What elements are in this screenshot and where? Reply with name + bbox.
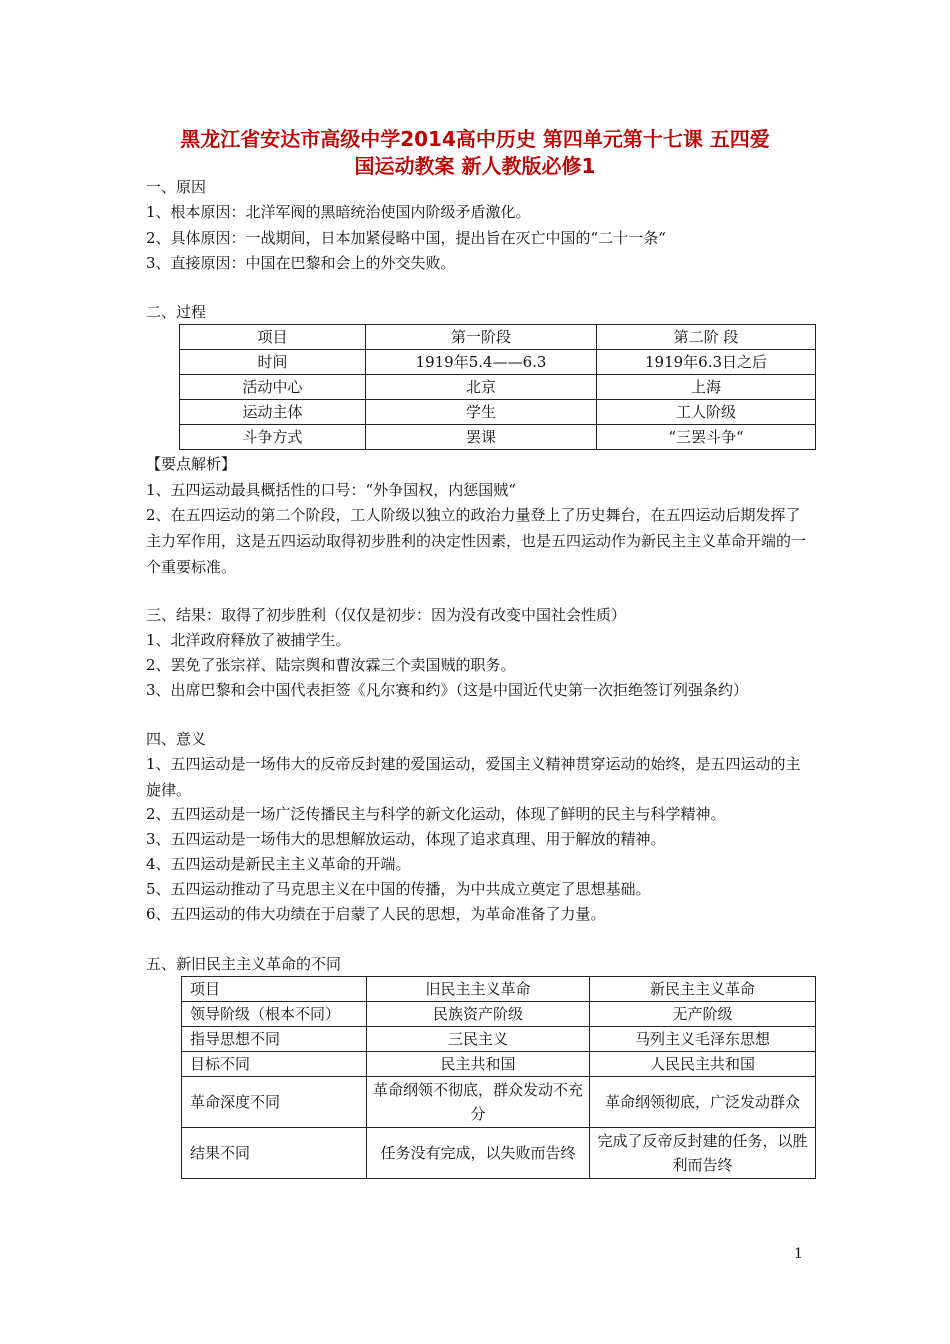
result-item: 3、出席巴黎和会中国代表拒签《凡尔赛和约》（这是中国近代史第一次拒绝签订列强条约） [146, 681, 749, 699]
result-item: 1、北洋政府释放了被捕学生。 [146, 631, 351, 649]
table-cell: 1919年6.3日之后 [597, 350, 816, 375]
table-row [180, 425, 816, 450]
table-cell: 新民主主义革命 [590, 977, 816, 1002]
section-heading-causes: 一、原因 [146, 178, 207, 196]
table-cell: 革命纲领彻底，广泛发动群众 [590, 1077, 816, 1128]
cause-item: 3、直接原因：中国在巴黎和会上的外交失败。 [146, 254, 456, 272]
result-item: 2、罢免了张宗祥、陆宗舆和曹汝霖三个卖国贼的职务。 [146, 656, 516, 674]
table-cell: 任务没有完成，以失败而告终 [367, 1128, 590, 1179]
analysis-item: 2、在五四运动的第二个阶段，工人阶级以独立的政治力量登上了历史舞台，在五四运动后期发挥了主力军作用，这是五四运动取得初步胜利的决定性因素，也是五四运动作为新民主主义革命开端的一个重要标准。 [146, 506, 807, 576]
analysis-item: 1、五四运动最具概括性的口号：“外争国权，内惩国贼“ [146, 481, 516, 499]
table-cell: “三罢斗争“ [597, 425, 816, 450]
table-row [180, 400, 816, 425]
table-cell: 罢课 [366, 425, 597, 450]
table-cell: 无产阶级 [590, 1002, 816, 1027]
table-cell: 工人阶级 [597, 400, 816, 425]
table-cell: 目标不同 [182, 1052, 367, 1077]
table-row [182, 1128, 816, 1179]
table-row [182, 1027, 816, 1052]
process-table [179, 324, 816, 450]
significance-item: 5、五四运动推动了马克思主义在中国的传播，为中共成立奠定了思想基础。 [146, 880, 651, 898]
section-heading-significance: 四、意义 [146, 730, 207, 748]
title-line: 黑龙江省安达市高级中学2014高中历史 第四单元第十七课 五四爱 [180, 127, 770, 151]
table-row [180, 375, 816, 400]
table-cell: 民族资产阶级 [367, 1002, 590, 1027]
table-cell: 指导思想不同 [182, 1027, 367, 1052]
table-row [182, 1052, 816, 1077]
table-cell: 革命纲领不彻底，群众发动不充分 [367, 1077, 590, 1128]
cause-item: 1、根本原因：北洋军阀的黑暗统治使国内阶级矛盾激化。 [146, 203, 531, 221]
title-line: 国运动教案 新人教版必修1 [354, 154, 596, 178]
table-cell: 完成了反帝反封建的任务，以胜利而告终 [590, 1128, 816, 1179]
table-cell: 运动主体 [180, 400, 366, 425]
table-cell: 革命深度不同 [182, 1077, 367, 1128]
table-cell: 活动中心 [180, 375, 366, 400]
table-row [182, 1077, 816, 1128]
table-cell: 斗争方式 [180, 425, 366, 450]
table-cell: 项目 [180, 325, 366, 350]
section-heading-results: 三、结果：取得了初步胜利（仅仅是初步：因为没有改变中国社会性质） [146, 606, 627, 624]
page-number: 1 [794, 1246, 803, 1262]
document-title [100, 126, 850, 180]
table-cell: 马列主义毛泽东思想 [590, 1027, 816, 1052]
significance-item: 4、五四运动是新民主主义革命的开端。 [146, 855, 411, 873]
table-cell: 三民主义 [367, 1027, 590, 1052]
significance-item: 2、五四运动是一场广泛传播民主与科学的新文化运动，体现了鲜明的民主与科学精神。 [146, 805, 726, 823]
table-cell: 时间 [180, 350, 366, 375]
cause-item: 2、具体原因：一战期间，日本加紧侵略中国，提出旨在灭亡中国的“二十一条“ [146, 229, 666, 247]
table-cell: 1919年5.4——6.3 [366, 350, 597, 375]
table-row [182, 1002, 816, 1027]
table-row [182, 977, 816, 1002]
significance-item: 6、五四运动的伟大功绩在于启蒙了人民的思想，为革命准备了力量。 [146, 905, 606, 923]
table-cell: 人民民主共和国 [590, 1052, 816, 1077]
table-cell: 第一阶段 [366, 325, 597, 350]
table-cell: 学生 [366, 400, 597, 425]
table-row [180, 325, 816, 350]
table-cell: 第二阶 段 [597, 325, 816, 350]
section-heading-comparison: 五、新旧民主主义革命的不同 [146, 955, 342, 973]
table-cell: 项目 [182, 977, 367, 1002]
table-cell: 上海 [597, 375, 816, 400]
section-heading-process: 二、过程 [146, 303, 207, 321]
analysis-heading: 【要点解析】 [146, 455, 237, 473]
table-cell: 旧民主主义革命 [367, 977, 590, 1002]
significance-item: 1、五四运动是一场伟大的反帝反封建的爱国运动，爱国主义精神贯穿运动的始终，是五四运动的主旋律。 [146, 755, 801, 799]
table-cell: 民主共和国 [367, 1052, 590, 1077]
table-cell: 领导阶级（根本不同） [182, 1002, 367, 1027]
table-cell: 北京 [366, 375, 597, 400]
table-row [180, 350, 816, 375]
table-cell: 结果不同 [182, 1128, 367, 1179]
significance-item: 3、五四运动是一场伟大的思想解放运动，体现了追求真理、用于解放的精神。 [146, 830, 666, 848]
comparison-table [181, 976, 816, 1179]
